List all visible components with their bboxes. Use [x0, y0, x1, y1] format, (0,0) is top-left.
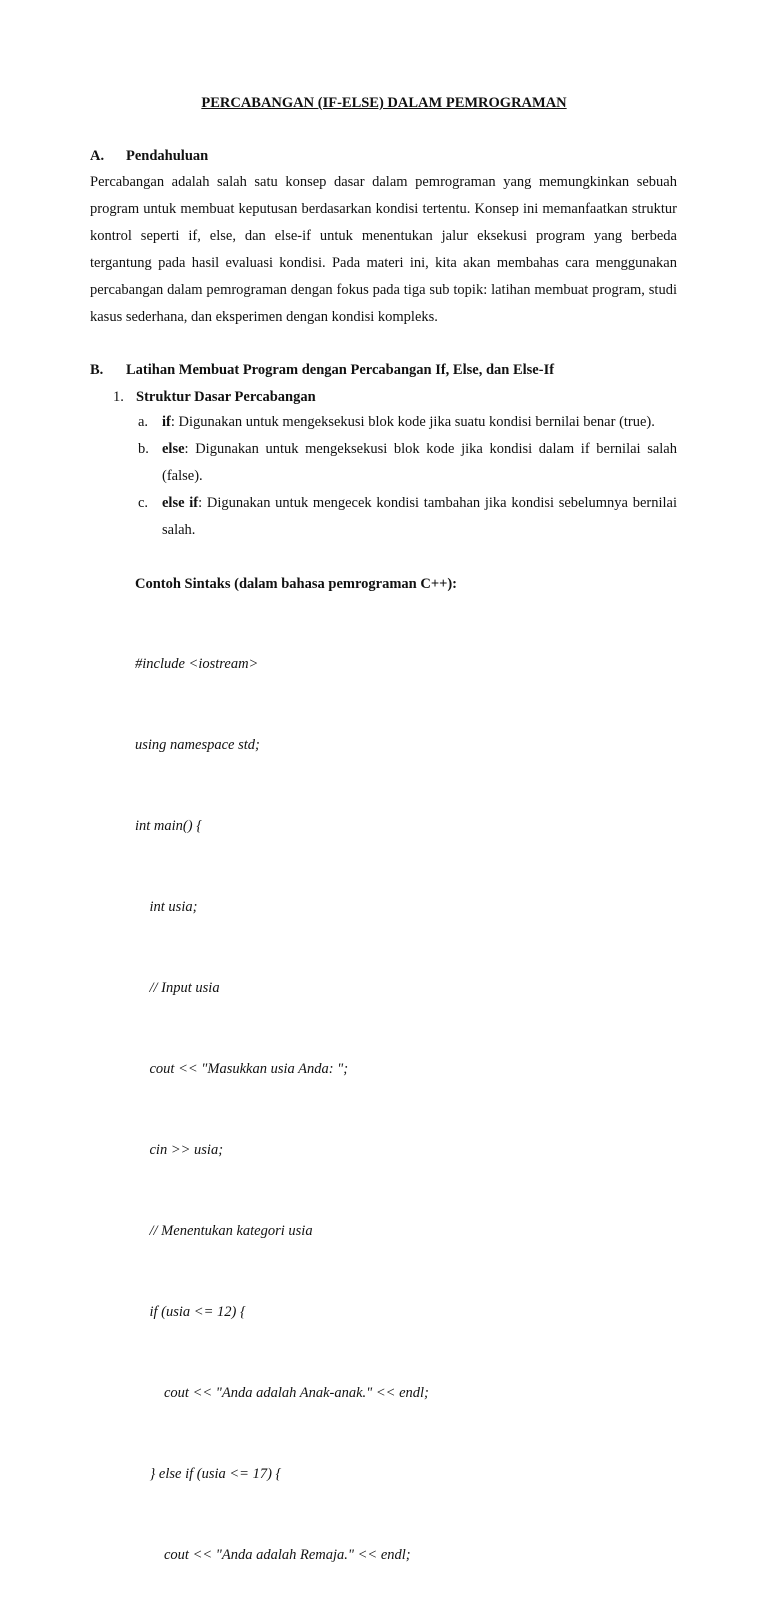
sub-item-b-text: : Digunakan untuk mengeksekusi blok kode jika kondisi dalam if bernilai salah (false). [162, 441, 677, 484]
numbered-item-1-number: 1. [113, 389, 124, 405]
introduction-text: Percabangan adalah salah satu konsep dasar dalam pemrograman yang memungkinkan sebuah program untuk membuat keputusan berdasarkan kondisi tertentu. Konsep ini memanfaatkan struktur kontrol seperti if, else, dan else-if untuk menentukan jalur eksekusi program yang berbeda tergantung pada hasil evaluasi kondisi. Pada materi ini, kita akan membahas cara menggunakan percabangan dalam pemrograman dengan fokus pada tiga sub topik: latihan membuat program, studi kasus sederhana, dan eksperimen dengan kondisi kompleks. [90, 174, 677, 325]
sub-item-c-text: : Digunakan untuk mengecek kondisi tambahan jika kondisi sebelumnya bernilai salah. [162, 495, 677, 538]
code-line: #include <iostream> [135, 656, 259, 672]
code-line: cin >> usia; [135, 1142, 224, 1158]
sub-item-b [138, 436, 677, 490]
sub-item-a-keyword: if [162, 414, 171, 430]
introduction-paragraph [90, 169, 677, 331]
section-a-heading [90, 146, 208, 166]
sub-item-c [138, 490, 677, 544]
numbered-item-1 [113, 387, 316, 407]
code-line: // Menentukan kategori usia [135, 1223, 313, 1239]
example-heading: Contoh Sintaks (dalam bahasa pemrograman C++): [135, 576, 458, 592]
section-b-heading [90, 360, 554, 380]
sub-item-a [138, 409, 677, 436]
section-a-title: Pendahuluan [126, 148, 209, 164]
code-block [135, 597, 429, 1623]
section-a-letter: A. [90, 148, 105, 164]
sub-item-b-marker: b. [138, 441, 149, 457]
code-line: cout << "Anda adalah Anak-anak." << endl; [135, 1385, 429, 1401]
section-b-title: Latihan Membuat Program dengan Percabangan If, Else, dan Else-If [126, 362, 555, 378]
document-title: PERCABANGAN (IF-ELSE) DALAM PEMROGRAMAN [201, 95, 567, 111]
numbered-item-1-title: Struktur Dasar Percabangan [136, 389, 316, 405]
code-line: int usia; [135, 899, 198, 915]
code-line: } else if (usia <= 17) { [135, 1466, 282, 1482]
sub-item-c-marker: c. [138, 495, 149, 511]
code-line: cout << "Masukkan usia Anda: "; [135, 1061, 349, 1077]
section-b-letter: B. [90, 362, 104, 378]
sub-item-a-marker: a. [138, 414, 149, 430]
code-line: if (usia <= 12) { [135, 1304, 246, 1320]
code-line: using namespace std; [135, 737, 260, 753]
code-line: cout << "Anda adalah Remaja." << endl; [135, 1547, 411, 1563]
sub-item-c-keyword: else if [162, 495, 199, 511]
sub-item-a-text: : Digunakan untuk mengeksekusi blok kode jika suatu kondisi bernilai benar (true). [170, 414, 655, 430]
code-line: int main() { [135, 818, 203, 834]
sub-item-b-keyword: else [162, 441, 185, 457]
code-line: // Input usia [135, 980, 220, 996]
